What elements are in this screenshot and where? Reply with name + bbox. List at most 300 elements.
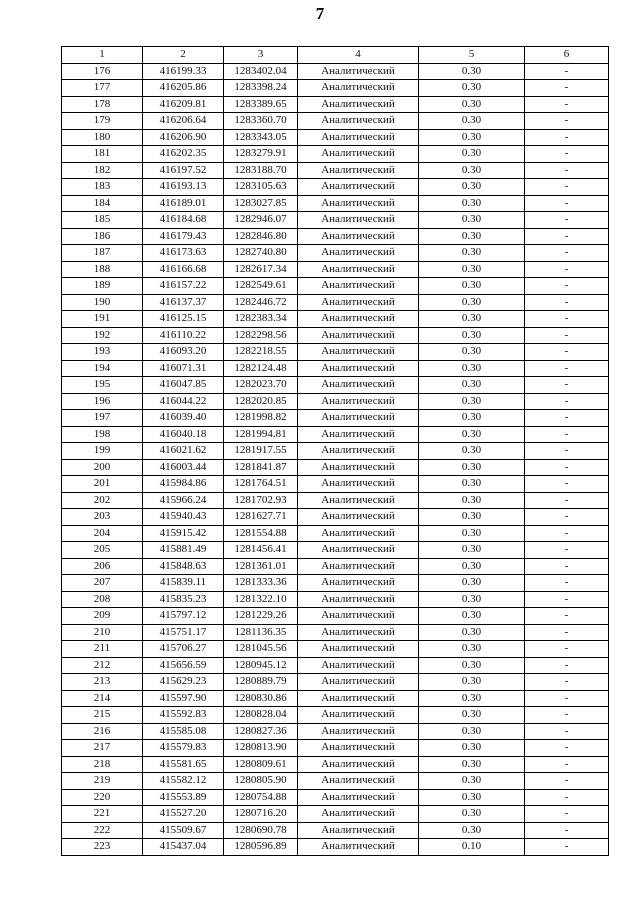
x-coordinate-cell: 415915.42	[143, 525, 224, 542]
point-number-cell: 217	[62, 740, 143, 757]
table-row	[62, 360, 609, 377]
point-number-cell: 176	[62, 63, 143, 80]
method-cell: Аналитический	[298, 756, 419, 773]
table-row	[62, 542, 609, 559]
method-cell: Аналитический	[298, 278, 419, 295]
accuracy-cell: 0.30	[419, 542, 525, 559]
table-row	[62, 822, 609, 839]
y-coordinate-cell: 1280813.90	[224, 740, 298, 757]
x-coordinate-cell: 416184.68	[143, 212, 224, 229]
y-coordinate-cell: 1280830.86	[224, 690, 298, 707]
point-number-cell: 193	[62, 344, 143, 361]
y-coordinate-cell: 1283360.70	[224, 113, 298, 130]
x-coordinate-cell: 415527.20	[143, 806, 224, 823]
x-coordinate-cell: 415597.90	[143, 690, 224, 707]
x-coordinate-cell: 415848.63	[143, 558, 224, 575]
accuracy-cell: 0.30	[419, 509, 525, 526]
point-number-cell: 221	[62, 806, 143, 823]
note-cell: -	[525, 410, 609, 427]
table-row	[62, 492, 609, 509]
header-row	[62, 47, 609, 64]
accuracy-cell: 0.30	[419, 806, 525, 823]
x-coordinate-cell: 415940.43	[143, 509, 224, 526]
accuracy-cell: 0.30	[419, 756, 525, 773]
x-coordinate-cell: 416003.44	[143, 459, 224, 476]
accuracy-cell: 0.30	[419, 360, 525, 377]
accuracy-cell: 0.30	[419, 575, 525, 592]
method-cell: Аналитический	[298, 690, 419, 707]
note-cell: -	[525, 113, 609, 130]
accuracy-cell: 0.30	[419, 641, 525, 658]
column-header-6: 6	[525, 47, 609, 64]
column-header-1: 1	[62, 47, 143, 64]
point-number-cell: 179	[62, 113, 143, 130]
point-number-cell: 190	[62, 294, 143, 311]
method-cell: Аналитический	[298, 476, 419, 493]
accuracy-cell: 0.30	[419, 773, 525, 790]
y-coordinate-cell: 1280596.89	[224, 839, 298, 856]
column-header-4: 4	[298, 47, 419, 64]
table-row	[62, 113, 609, 130]
point-number-cell: 177	[62, 80, 143, 97]
y-coordinate-cell: 1281554.88	[224, 525, 298, 542]
method-cell: Аналитический	[298, 608, 419, 625]
note-cell: -	[525, 179, 609, 196]
y-coordinate-cell: 1280805.90	[224, 773, 298, 790]
note-cell: -	[525, 327, 609, 344]
table-row	[62, 641, 609, 658]
table-row	[62, 278, 609, 295]
accuracy-cell: 0.30	[419, 327, 525, 344]
x-coordinate-cell: 416202.35	[143, 146, 224, 163]
point-number-cell: 202	[62, 492, 143, 509]
note-cell: -	[525, 822, 609, 839]
method-cell: Аналитический	[298, 80, 419, 97]
x-coordinate-cell: 416137.37	[143, 294, 224, 311]
note-cell: -	[525, 443, 609, 460]
method-cell: Аналитический	[298, 212, 419, 229]
accuracy-cell: 0.30	[419, 723, 525, 740]
coordinates-table	[61, 46, 609, 856]
table-row	[62, 509, 609, 526]
accuracy-cell: 0.30	[419, 228, 525, 245]
x-coordinate-cell: 415437.04	[143, 839, 224, 856]
point-number-cell: 186	[62, 228, 143, 245]
y-coordinate-cell: 1282383.34	[224, 311, 298, 328]
accuracy-cell: 0.30	[419, 822, 525, 839]
table-row	[62, 657, 609, 674]
x-coordinate-cell: 415509.67	[143, 822, 224, 839]
x-coordinate-cell: 416199.33	[143, 63, 224, 80]
table-row	[62, 707, 609, 724]
point-number-cell: 213	[62, 674, 143, 691]
point-number-cell: 214	[62, 690, 143, 707]
y-coordinate-cell: 1280716.20	[224, 806, 298, 823]
accuracy-cell: 0.30	[419, 113, 525, 130]
accuracy-cell: 0.30	[419, 344, 525, 361]
x-coordinate-cell: 415751.17	[143, 624, 224, 641]
point-number-cell: 189	[62, 278, 143, 295]
note-cell: -	[525, 344, 609, 361]
y-coordinate-cell: 1281333.36	[224, 575, 298, 592]
accuracy-cell: 0.30	[419, 294, 525, 311]
point-number-cell: 200	[62, 459, 143, 476]
table-row	[62, 195, 609, 212]
table-row	[62, 179, 609, 196]
y-coordinate-cell: 1283188.70	[224, 162, 298, 179]
y-coordinate-cell: 1282549.61	[224, 278, 298, 295]
x-coordinate-cell: 416205.86	[143, 80, 224, 97]
point-number-cell: 223	[62, 839, 143, 856]
method-cell: Аналитический	[298, 443, 419, 460]
point-number-cell: 216	[62, 723, 143, 740]
table-row	[62, 294, 609, 311]
note-cell: -	[525, 839, 609, 856]
method-cell: Аналитический	[298, 162, 419, 179]
method-cell: Аналитический	[298, 63, 419, 80]
point-number-cell: 201	[62, 476, 143, 493]
note-cell: -	[525, 261, 609, 278]
table-row	[62, 608, 609, 625]
point-number-cell: 181	[62, 146, 143, 163]
point-number-cell: 178	[62, 96, 143, 113]
note-cell: -	[525, 228, 609, 245]
x-coordinate-cell: 416040.18	[143, 426, 224, 443]
accuracy-cell: 0.30	[419, 162, 525, 179]
accuracy-cell: 0.30	[419, 311, 525, 328]
point-number-cell: 205	[62, 542, 143, 559]
note-cell: -	[525, 129, 609, 146]
note-cell: -	[525, 740, 609, 757]
point-number-cell: 208	[62, 591, 143, 608]
accuracy-cell: 0.30	[419, 492, 525, 509]
note-cell: -	[525, 162, 609, 179]
y-coordinate-cell: 1280827.36	[224, 723, 298, 740]
x-coordinate-cell: 416125.15	[143, 311, 224, 328]
table-row	[62, 558, 609, 575]
method-cell: Аналитический	[298, 261, 419, 278]
y-coordinate-cell: 1281702.93	[224, 492, 298, 509]
method-cell: Аналитический	[298, 641, 419, 658]
accuracy-cell: 0.30	[419, 443, 525, 460]
x-coordinate-cell: 416206.64	[143, 113, 224, 130]
y-coordinate-cell: 1280889.79	[224, 674, 298, 691]
y-coordinate-cell: 1283398.24	[224, 80, 298, 97]
note-cell: -	[525, 806, 609, 823]
x-coordinate-cell: 415881.49	[143, 542, 224, 559]
accuracy-cell: 0.30	[419, 558, 525, 575]
method-cell: Аналитический	[298, 195, 419, 212]
method-cell: Аналитический	[298, 509, 419, 526]
table-body	[62, 63, 609, 855]
x-coordinate-cell: 415656.59	[143, 657, 224, 674]
x-coordinate-cell: 416173.63	[143, 245, 224, 262]
x-coordinate-cell: 415835.23	[143, 591, 224, 608]
x-coordinate-cell: 415706.27	[143, 641, 224, 658]
accuracy-cell: 0.30	[419, 789, 525, 806]
table-row	[62, 624, 609, 641]
point-number-cell: 192	[62, 327, 143, 344]
y-coordinate-cell: 1281322.10	[224, 591, 298, 608]
note-cell: -	[525, 624, 609, 641]
y-coordinate-cell: 1281764.51	[224, 476, 298, 493]
accuracy-cell: 0.30	[419, 129, 525, 146]
note-cell: -	[525, 278, 609, 295]
y-coordinate-cell: 1281998.82	[224, 410, 298, 427]
table-row	[62, 410, 609, 427]
note-cell: -	[525, 575, 609, 592]
method-cell: Аналитический	[298, 459, 419, 476]
x-coordinate-cell: 415966.24	[143, 492, 224, 509]
method-cell: Аналитический	[298, 591, 419, 608]
y-coordinate-cell: 1281917.55	[224, 443, 298, 460]
table-row	[62, 525, 609, 542]
column-header-5: 5	[419, 47, 525, 64]
note-cell: -	[525, 690, 609, 707]
y-coordinate-cell: 1283105.63	[224, 179, 298, 196]
method-cell: Аналитический	[298, 575, 419, 592]
x-coordinate-cell: 416206.90	[143, 129, 224, 146]
note-cell: -	[525, 476, 609, 493]
accuracy-cell: 0.30	[419, 674, 525, 691]
y-coordinate-cell: 1281627.71	[224, 509, 298, 526]
x-coordinate-cell: 415585.08	[143, 723, 224, 740]
point-number-cell: 203	[62, 509, 143, 526]
method-cell: Аналитический	[298, 822, 419, 839]
note-cell: -	[525, 509, 609, 526]
accuracy-cell: 0.30	[419, 591, 525, 608]
accuracy-cell: 0.30	[419, 278, 525, 295]
method-cell: Аналитический	[298, 179, 419, 196]
x-coordinate-cell: 416044.22	[143, 393, 224, 410]
x-coordinate-cell: 415797.12	[143, 608, 224, 625]
note-cell: -	[525, 542, 609, 559]
page-number: 7	[315, 4, 325, 23]
accuracy-cell: 0.30	[419, 525, 525, 542]
table-row	[62, 459, 609, 476]
note-cell: -	[525, 723, 609, 740]
accuracy-cell: 0.30	[419, 740, 525, 757]
y-coordinate-cell: 1280690.78	[224, 822, 298, 839]
accuracy-cell: 0.30	[419, 426, 525, 443]
x-coordinate-cell: 415579.83	[143, 740, 224, 757]
point-number-cell: 218	[62, 756, 143, 773]
method-cell: Аналитический	[298, 113, 419, 130]
method-cell: Аналитический	[298, 377, 419, 394]
y-coordinate-cell: 1280809.61	[224, 756, 298, 773]
y-coordinate-cell: 1283279.91	[224, 146, 298, 163]
table-row	[62, 426, 609, 443]
x-coordinate-cell: 416157.22	[143, 278, 224, 295]
point-number-cell: 195	[62, 377, 143, 394]
note-cell: -	[525, 245, 609, 262]
accuracy-cell: 0.30	[419, 146, 525, 163]
table-row	[62, 129, 609, 146]
method-cell: Аналитический	[298, 723, 419, 740]
point-number-cell: 180	[62, 129, 143, 146]
y-coordinate-cell: 1283389.65	[224, 96, 298, 113]
table-row	[62, 146, 609, 163]
method-cell: Аналитический	[298, 806, 419, 823]
accuracy-cell: 0.30	[419, 393, 525, 410]
note-cell: -	[525, 80, 609, 97]
note-cell: -	[525, 96, 609, 113]
table-row	[62, 311, 609, 328]
note-cell: -	[525, 195, 609, 212]
note-cell: -	[525, 377, 609, 394]
y-coordinate-cell: 1282617.34	[224, 261, 298, 278]
point-number-cell: 191	[62, 311, 143, 328]
method-cell: Аналитический	[298, 129, 419, 146]
x-coordinate-cell: 415581.65	[143, 756, 224, 773]
accuracy-cell: 0.30	[419, 476, 525, 493]
method-cell: Аналитический	[298, 410, 419, 427]
x-coordinate-cell: 416193.13	[143, 179, 224, 196]
y-coordinate-cell: 1280754.88	[224, 789, 298, 806]
table-row	[62, 63, 609, 80]
y-coordinate-cell: 1282740.80	[224, 245, 298, 262]
x-coordinate-cell: 415592.83	[143, 707, 224, 724]
x-coordinate-cell: 416110.22	[143, 327, 224, 344]
point-number-cell: 183	[62, 179, 143, 196]
table-row	[62, 344, 609, 361]
accuracy-cell: 0.30	[419, 245, 525, 262]
method-cell: Аналитический	[298, 657, 419, 674]
note-cell: -	[525, 756, 609, 773]
y-coordinate-cell: 1281456.41	[224, 542, 298, 559]
note-cell: -	[525, 294, 609, 311]
method-cell: Аналитический	[298, 773, 419, 790]
y-coordinate-cell: 1281136.35	[224, 624, 298, 641]
x-coordinate-cell: 416039.40	[143, 410, 224, 427]
note-cell: -	[525, 591, 609, 608]
accuracy-cell: 0.30	[419, 707, 525, 724]
note-cell: -	[525, 393, 609, 410]
x-coordinate-cell: 416179.43	[143, 228, 224, 245]
point-number-cell: 194	[62, 360, 143, 377]
accuracy-cell: 0.30	[419, 63, 525, 80]
point-number-cell: 184	[62, 195, 143, 212]
method-cell: Аналитический	[298, 707, 419, 724]
accuracy-cell: 0.30	[419, 377, 525, 394]
method-cell: Аналитический	[298, 311, 419, 328]
note-cell: -	[525, 641, 609, 658]
y-coordinate-cell: 1281841.87	[224, 459, 298, 476]
point-number-cell: 198	[62, 426, 143, 443]
column-header-3: 3	[224, 47, 298, 64]
x-coordinate-cell: 415629.23	[143, 674, 224, 691]
y-coordinate-cell: 1282023.70	[224, 377, 298, 394]
method-cell: Аналитический	[298, 96, 419, 113]
table-row	[62, 96, 609, 113]
x-coordinate-cell: 415582.12	[143, 773, 224, 790]
note-cell: -	[525, 789, 609, 806]
note-cell: -	[525, 311, 609, 328]
point-number-cell: 212	[62, 657, 143, 674]
table-row	[62, 443, 609, 460]
table-row	[62, 476, 609, 493]
note-cell: -	[525, 657, 609, 674]
x-coordinate-cell: 415839.11	[143, 575, 224, 592]
table-row	[62, 789, 609, 806]
x-coordinate-cell: 416071.31	[143, 360, 224, 377]
y-coordinate-cell: 1282124.48	[224, 360, 298, 377]
table-row	[62, 575, 609, 592]
accuracy-cell: 0.10	[419, 839, 525, 856]
note-cell: -	[525, 773, 609, 790]
point-number-cell: 222	[62, 822, 143, 839]
table-row	[62, 690, 609, 707]
table-row	[62, 228, 609, 245]
point-number-cell: 206	[62, 558, 143, 575]
x-coordinate-cell: 415553.89	[143, 789, 224, 806]
note-cell: -	[525, 212, 609, 229]
table-row	[62, 806, 609, 823]
accuracy-cell: 0.30	[419, 80, 525, 97]
accuracy-cell: 0.30	[419, 459, 525, 476]
method-cell: Аналитический	[298, 228, 419, 245]
point-number-cell: 185	[62, 212, 143, 229]
method-cell: Аналитический	[298, 789, 419, 806]
y-coordinate-cell: 1283027.85	[224, 195, 298, 212]
x-coordinate-cell: 416021.62	[143, 443, 224, 460]
method-cell: Аналитический	[298, 624, 419, 641]
note-cell: -	[525, 674, 609, 691]
point-number-cell: 220	[62, 789, 143, 806]
table-header	[62, 47, 609, 64]
column-header-2: 2	[143, 47, 224, 64]
y-coordinate-cell: 1282446.72	[224, 294, 298, 311]
x-coordinate-cell: 416166.68	[143, 261, 224, 278]
method-cell: Аналитический	[298, 360, 419, 377]
note-cell: -	[525, 459, 609, 476]
note-cell: -	[525, 525, 609, 542]
method-cell: Аналитический	[298, 674, 419, 691]
accuracy-cell: 0.30	[419, 96, 525, 113]
table-row	[62, 839, 609, 856]
y-coordinate-cell: 1282298.56	[224, 327, 298, 344]
method-cell: Аналитический	[298, 839, 419, 856]
y-coordinate-cell: 1283343.05	[224, 129, 298, 146]
accuracy-cell: 0.30	[419, 179, 525, 196]
point-number-cell: 187	[62, 245, 143, 262]
x-coordinate-cell: 416189.01	[143, 195, 224, 212]
note-cell: -	[525, 63, 609, 80]
point-number-cell: 207	[62, 575, 143, 592]
table-row	[62, 327, 609, 344]
note-cell: -	[525, 558, 609, 575]
method-cell: Аналитический	[298, 492, 419, 509]
accuracy-cell: 0.30	[419, 410, 525, 427]
table-row	[62, 261, 609, 278]
point-number-cell: 199	[62, 443, 143, 460]
method-cell: Аналитический	[298, 426, 419, 443]
method-cell: Аналитический	[298, 740, 419, 757]
table-row	[62, 674, 609, 691]
y-coordinate-cell: 1281994.81	[224, 426, 298, 443]
method-cell: Аналитический	[298, 558, 419, 575]
method-cell: Аналитический	[298, 344, 419, 361]
accuracy-cell: 0.30	[419, 212, 525, 229]
note-cell: -	[525, 146, 609, 163]
note-cell: -	[525, 707, 609, 724]
y-coordinate-cell: 1282218.55	[224, 344, 298, 361]
point-number-cell: 211	[62, 641, 143, 658]
x-coordinate-cell: 416047.85	[143, 377, 224, 394]
method-cell: Аналитический	[298, 393, 419, 410]
method-cell: Аналитический	[298, 542, 419, 559]
table-row	[62, 740, 609, 757]
